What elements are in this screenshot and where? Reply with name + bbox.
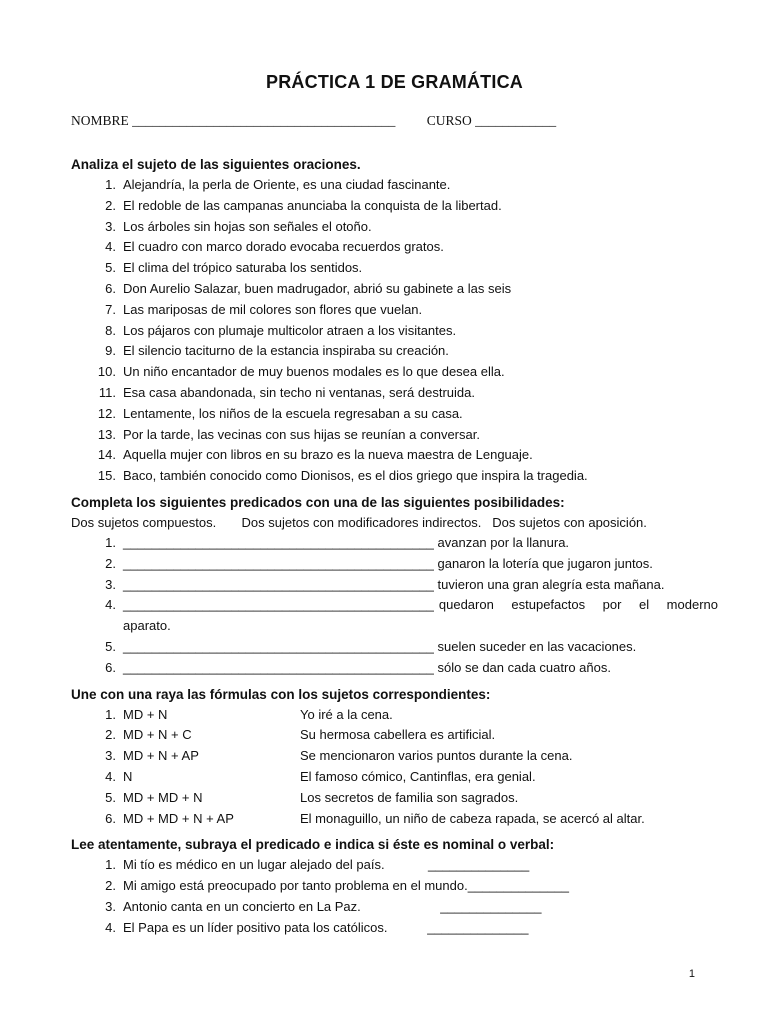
item-text: Don Aurelio Salazar, buen madrugador, abrió su gabinete a las seis [123, 280, 512, 296]
section-une-formulas [71, 685, 718, 830]
item-number: 2. [105, 555, 116, 571]
list-item [91, 595, 718, 637]
answer-blank: ______________ [440, 898, 542, 914]
item-text: Esa casa abandonada, sin techo ni ventanas, será destruida. [123, 384, 475, 400]
subject-sentence: Los secretos de familia son sagrados. [300, 789, 519, 805]
formula-list [71, 705, 718, 830]
list-item [91, 658, 718, 679]
item-number: 3. [105, 748, 116, 764]
item-number: 6. [105, 810, 116, 826]
subject-sentence: El famoso cómico, Cantinflas, era genial. [300, 768, 536, 784]
sentence-list [71, 175, 718, 487]
item-text: Alejandría, la perla de Oriente, es una ciudad fascinante. [123, 177, 451, 192]
item-number: 4. [105, 597, 116, 613]
list-item [91, 575, 718, 596]
list-item [91, 725, 718, 746]
formula: MD + N + AP [123, 748, 199, 764]
item-text: sólo se dan cada cuatro años. [437, 659, 611, 675]
list-item [91, 897, 718, 918]
item-text: Los árboles sin hojas son señales el otoño. [123, 218, 372, 234]
item-number: 5. [105, 789, 116, 805]
item-text: Un niño encantador de muy buenos modales es lo que desea ella. [123, 364, 505, 380]
subject-sentence: El monaguillo, un niño de cabeza rapada, se acercó al altar. [300, 810, 645, 826]
curso-label: CURSO [426, 113, 472, 128]
item-text: El Papa es un líder positivo pata los católicos. [123, 919, 388, 935]
item-number: 11. [98, 384, 116, 400]
list-item-first-line [91, 595, 718, 616]
item-number: 3. [105, 218, 116, 234]
answer-blank: ______________ [427, 857, 530, 873]
list-item [91, 258, 718, 279]
formula: N [123, 768, 133, 784]
item-number: 7. [105, 301, 116, 317]
section-heading: Une con una raya las fórmulas con los sujetos correspondientes: [71, 686, 491, 702]
item-text: El clima del trópico saturaba los sentidos. [123, 260, 363, 276]
page-number: 1 [688, 968, 695, 980]
options-line: Dos sujetos compuestos. Dos sujetos con modificadores indirectos. Dos sujetos con aposición. [71, 514, 647, 530]
answer-blank: ___________________________________________ [123, 597, 434, 613]
item-text: Antonio canta en un concierto en La Paz. [123, 898, 361, 914]
list-item [91, 637, 718, 658]
item-number: 1. [105, 177, 116, 192]
list-item [91, 217, 718, 238]
list-item [91, 445, 718, 466]
section-heading: Completa los siguientes predicados con una de las siguientes posibilidades: [71, 494, 565, 510]
gap [385, 855, 428, 876]
item-text: El cuadro con marco dorado evocaba recuerdos gratos. [123, 239, 444, 255]
section-analiza-sujeto [71, 155, 718, 487]
list-item [91, 876, 718, 897]
item-text: El silencio taciturno de la estancia inspiraba su creación. [123, 343, 449, 359]
list-item [91, 533, 718, 554]
item-text: Mi amigo está preocupado por tanto problema en el mundo. [123, 878, 468, 894]
answer-blank: ___________________________________________ [123, 555, 434, 571]
list-item [91, 746, 718, 767]
item-text: Las mariposas de mil colores son flores que vuelan. [123, 301, 423, 317]
list-item [91, 425, 718, 446]
item-number: 15. [97, 468, 116, 484]
item-number: 5. [105, 260, 116, 276]
list-item [91, 383, 718, 404]
item-number: 12. [97, 405, 116, 421]
list-item [91, 855, 718, 876]
list-item [91, 279, 718, 300]
item-number: 2. [105, 878, 116, 894]
predicate-list [71, 855, 718, 938]
page-title: PRÁCTICA 1 DE GRAMÁTICA [266, 72, 523, 92]
subject-sentence: Se mencionaron varios puntos durante la cena. [300, 748, 573, 764]
formula: MD + MD + N [123, 789, 203, 805]
item-number: 4. [105, 239, 116, 255]
section-completa-predicados [71, 493, 718, 679]
answer-blank: ______________ [427, 919, 529, 935]
item-text: Mi tío es médico en un lugar alejado del país. [123, 857, 385, 873]
list-item [91, 466, 718, 487]
gap [361, 897, 440, 918]
formula: MD + N [123, 706, 168, 722]
list-item [91, 196, 718, 217]
item-text: suelen suceder en las vacaciones. [437, 638, 637, 654]
section-subraya-predicado [71, 835, 718, 938]
answer-blank: ___________________________________________ [123, 576, 434, 592]
item-number: 3. [105, 898, 116, 914]
list-item [91, 788, 718, 809]
item-number: 3. [105, 576, 116, 592]
answer-blank: ___________________________________________ [123, 534, 434, 550]
item-text: Los pájaros con plumaje multicolor atraen a los visitantes. [123, 322, 457, 338]
item-number: 2. [105, 727, 116, 743]
answer-blank: ___________________________________________ [123, 638, 434, 654]
item-text: quedaron estupefactos por el moderno [438, 597, 718, 613]
item-text: tuvieron una gran alegría esta mañana. [437, 576, 665, 592]
list-item [91, 341, 718, 362]
subject-sentence: Su hermosa cabellera es artificial. [300, 727, 496, 743]
list-item [91, 809, 718, 830]
item-number: 4. [105, 768, 116, 784]
item-text: avanzan por la llanura. [437, 534, 570, 550]
list-item [91, 767, 718, 788]
list-item [91, 404, 718, 425]
item-text: Aquella mujer con libros en su brazo es la nueva maestra de Lenguaje. [123, 447, 533, 463]
answer-blank: ___________________________________________ [123, 659, 434, 675]
list-item [91, 362, 718, 383]
item-number: 1. [105, 706, 116, 722]
item-number: 9. [105, 343, 116, 359]
item-number: 13. [97, 426, 116, 442]
item-number: 5. [105, 638, 116, 654]
nombre-label: NOMBRE [71, 113, 129, 128]
list-item [91, 300, 718, 321]
item-number: 2. [105, 197, 116, 213]
curso-field-line: ____________ [475, 113, 557, 128]
item-number: 4. [105, 919, 116, 935]
item-number: 10. [97, 364, 116, 380]
subject-sentence: Yo iré a la cena. [300, 706, 393, 722]
item-number: 6. [105, 280, 116, 296]
item-text: Lentamente, los niños de la escuela regresaban a su casa. [123, 405, 463, 421]
formula: MD + N + C [123, 727, 192, 743]
list-item [91, 175, 718, 196]
item-text: Por la tarde, las vecinas con sus hijas se reunían a conversar. [123, 426, 480, 442]
list-item [91, 705, 718, 726]
list-item [91, 321, 718, 342]
section-heading: Lee atentamente, subraya el predicado e indica si éste es nominal o verbal: [71, 837, 555, 853]
item-number: 6. [105, 659, 116, 675]
item-number: 1. [105, 857, 116, 873]
list-item [91, 237, 718, 258]
item-text-continuation: aparato. [123, 618, 171, 634]
list-item [91, 918, 718, 939]
formula: MD + MD + N + AP [123, 810, 234, 826]
item-text: El redoble de las campanas anunciaba la conquista de la libertad. [123, 197, 502, 213]
item-text: Baco, también conocido como Dionisos, es el dios griego que inspira la tragedia. [123, 468, 588, 484]
list-item [91, 554, 718, 575]
blank-list [71, 533, 718, 679]
item-number: 1. [105, 534, 116, 550]
section-heading: Analiza el sujeto de las siguientes oraciones. [71, 157, 361, 172]
answer-blank: ______________ [467, 878, 569, 894]
item-number: 8. [105, 322, 116, 338]
item-text: ganaron la lotería que jugaron juntos. [437, 555, 653, 571]
student-info-line [71, 113, 718, 139]
nombre-field-line: _______________________________________ [132, 113, 396, 128]
item-number: 14. [97, 447, 116, 463]
gap [387, 918, 427, 939]
